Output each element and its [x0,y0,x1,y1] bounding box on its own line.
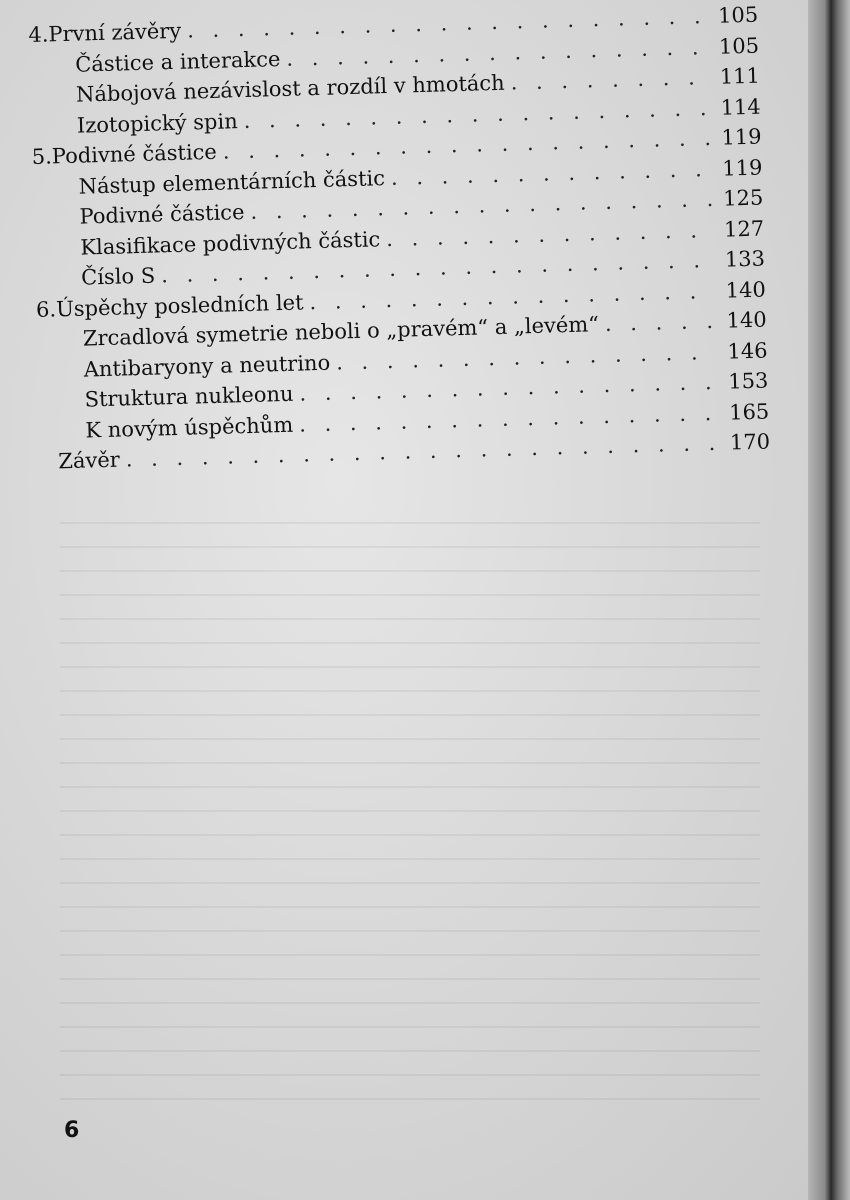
toc-entry-number: 5. [31,144,53,169]
toc-entry-page: 170 [729,429,771,455]
toc-entry-title: Izotopický spin [76,108,238,138]
toc-entry-title: Antibaryony a neutrino [83,350,331,382]
toc-entry-page: 111 [719,63,761,89]
toc-entry-title: Podivné částice [79,200,245,229]
toc-entry-page: 165 [728,398,770,425]
toc-entry-title: Částice a interakce [74,46,281,77]
toc-entry-page: 127 [723,216,765,242]
toc-entry-page: 105 [718,33,760,59]
toc-entry-page: 153 [727,368,769,394]
toc-entry-page: 133 [724,246,766,272]
toc-entry-title: První závěry [48,18,182,47]
bleed-through-text [60,500,760,1100]
toc-entry-title: K novým úspěchům [85,412,294,443]
toc-entry-title: Struktura nukleonu [84,381,294,412]
toc-entry-title: Zrcadlová symetrie neboli o „pravém“ a „levém“ [82,312,600,351]
toc-entry-title: Úspěchy posledních let [55,289,304,321]
table-of-contents [28,0,770,477]
toc-entry-page: 119 [721,155,763,181]
toc-entry-page: 119 [721,124,762,150]
toc-entry-page: 125 [722,185,764,211]
toc-entry-title: Nástup elementárních částic [78,165,386,199]
toc-entry-page: 146 [727,337,768,364]
toc-entry-page: 114 [720,94,762,120]
toc-entry-title: Závěr [57,447,121,474]
toc-entry-number: 4. [28,22,49,47]
book-spine-edge [808,0,850,1200]
toc-entry-page: 105 [717,2,759,28]
toc-entry-title: Nábojová nezávislost a rozdíl v hmotách [75,70,505,107]
toc-entry-title: Podivné částice [51,139,218,169]
page-number: 6 [64,1118,80,1143]
dot-leader [604,306,715,340]
toc-entry-page: 140 [726,307,767,333]
toc-entry-title: Číslo S [80,263,156,290]
toc-entry-number: 6. [35,296,57,322]
toc-entry-page: 140 [725,277,767,303]
toc-entry-title: Klasifikace podivných částic [80,226,381,260]
